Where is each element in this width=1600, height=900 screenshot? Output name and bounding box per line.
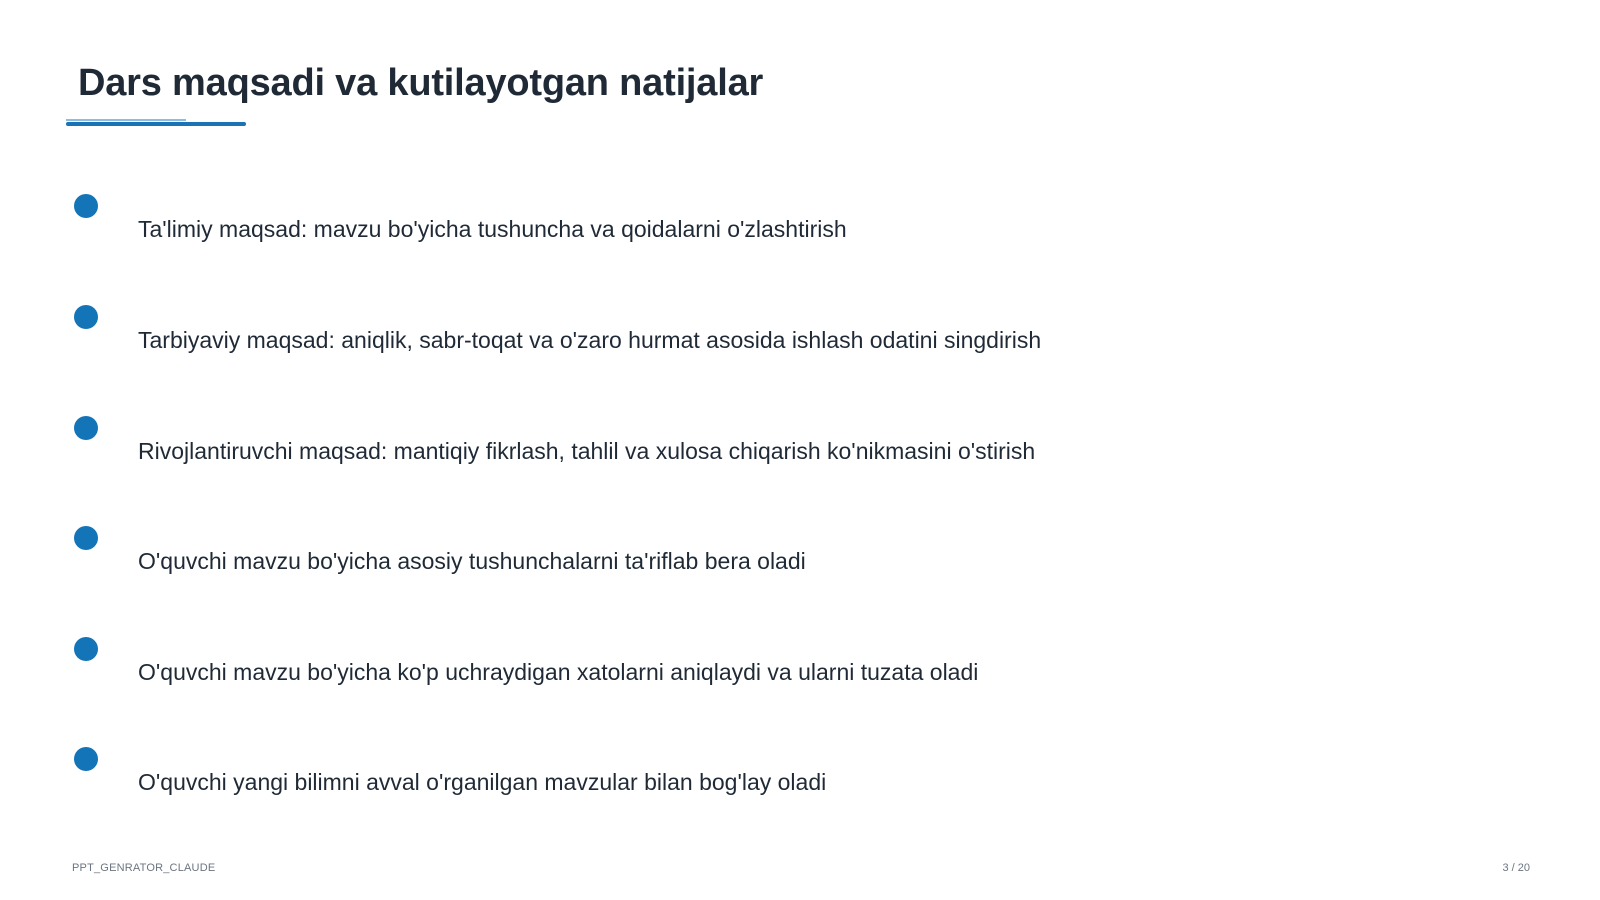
- bullet-dot-icon: [74, 416, 98, 440]
- footer-source: PPT_GENRATOR_CLAUDE: [72, 862, 216, 874]
- bullet-text: Tarbiyaviy maqsad: aniqlik, sabr-toqat va o'zaro hurmat asosida ishlash odatini singdirish: [138, 327, 1042, 353]
- bullet-text: Rivojlantiruvchi maqsad: mantiqiy fikrlash, tahlil va xulosa chiqarish ko'nikmasini o'stirish: [138, 438, 1036, 464]
- bullet-text: O'quvchi yangi bilimni avval o'rganilgan mavzular bilan bog'lay oladi: [138, 769, 827, 795]
- bullet-item: [0, 637, 1600, 697]
- slide-title: Dars maqsadi va kutilayotgan natijalar: [78, 62, 764, 104]
- bullet-item: [0, 305, 1600, 365]
- bullet-text: O'quvchi mavzu bo'yicha ko'p uchraydigan xatolarni aniqlaydi va ularni tuzata oladi: [138, 659, 979, 685]
- bullet-item: [0, 526, 1600, 586]
- bullet-dot-icon: [74, 194, 98, 218]
- bullet-dot-icon: [74, 305, 98, 329]
- bullet-item: [0, 416, 1600, 476]
- bullet-item: [0, 194, 1600, 254]
- page-indicator: 3 / 20: [1502, 862, 1530, 874]
- bullet-text: Ta'limiy maqsad: mavzu bo'yicha tushuncha va qoidalarni o'zlashtirish: [138, 216, 847, 242]
- bullet-item: [0, 747, 1600, 807]
- bullet-dot-icon: [74, 637, 98, 661]
- bullet-dot-icon: [74, 526, 98, 550]
- bullet-text: O'quvchi mavzu bo'yicha asosiy tushunchalarni ta'riflab bera oladi: [138, 548, 806, 574]
- bullet-dot-icon: [74, 747, 98, 771]
